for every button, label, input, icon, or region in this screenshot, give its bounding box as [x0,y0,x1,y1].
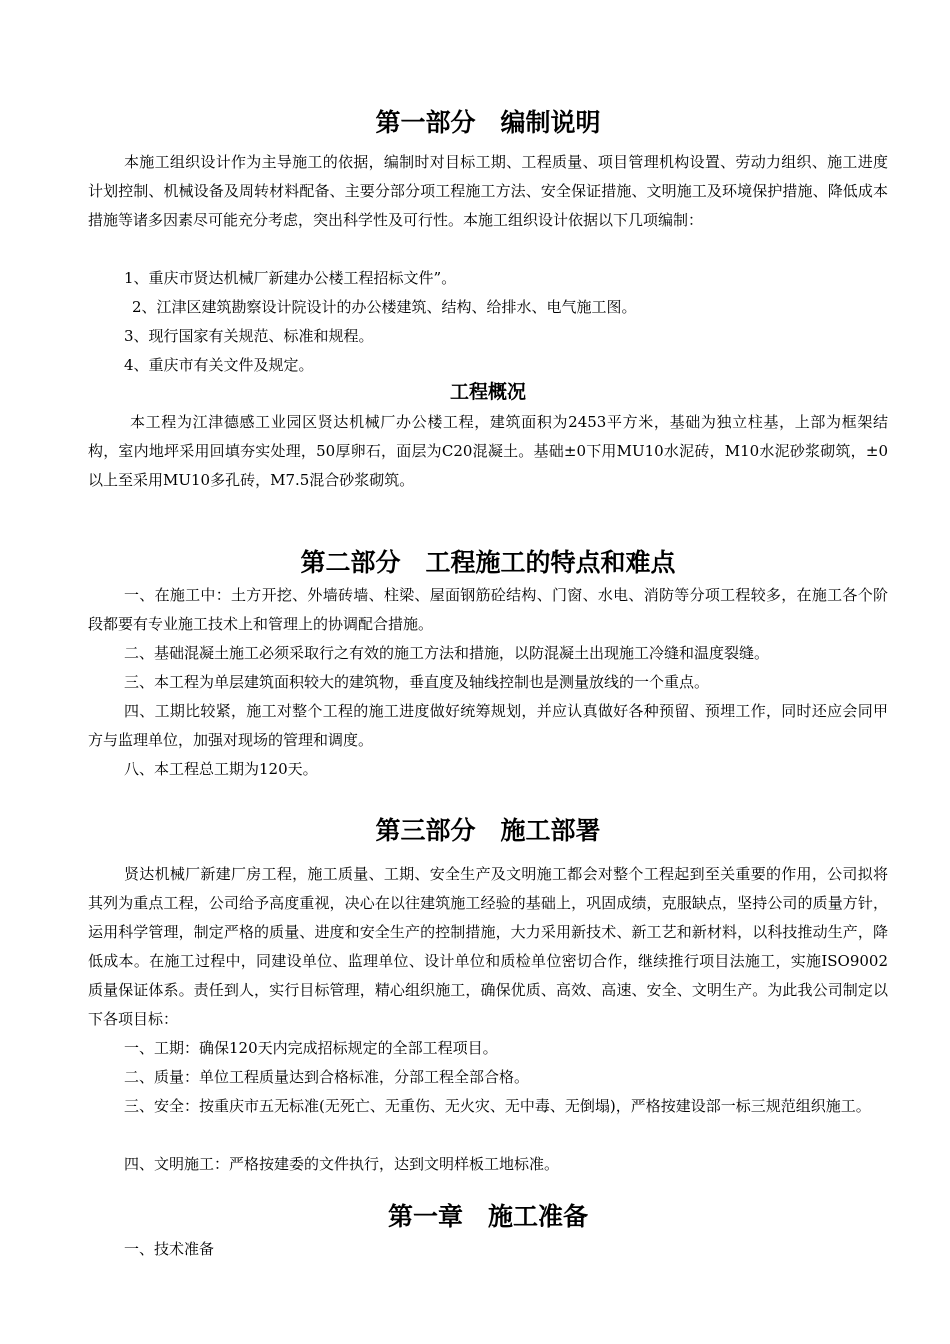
part3-title: 第三部分 施工部署 [375,816,601,845]
part3-item-2: 二、质量：单位工程质量达到合格标准，分部工程全部合格。 [124,1068,530,1086]
part2-item-1: 一、在施工中：土方开挖、外墙砖墙、柱梁、屋面钢筋砼结构、门窗、水电、消防等分项工程较多，在施工各个阶段都要有专业施工技术上和管理上的协调配合措施。 [88,586,888,633]
part3-item-1: 一、工期：确保120天内完成招标规定的全部工程项目。 [124,1039,498,1057]
part2-title: 第二部分 工程施工的特点和难点 [300,548,676,577]
part2-item-2: 二、基础混凝土施工必须采取行之有效的施工方法和措施，以防混凝土出现施工冷缝和温度裂缝。 [124,644,770,662]
chapter1-item-1: 一、技术准备 [124,1240,215,1258]
part1-item-3: 3、现行国家有关规范、标准和规程。 [124,327,374,345]
part1-item-1: 1、重庆市贤达机械厂新建办公楼工程招标文件”。 [124,269,457,287]
part3-item-4: 四、文明施工：严格按建委的文件执行，达到文明样板工地标准。 [124,1155,560,1173]
chapter1-title: 第一章 施工准备 [387,1202,588,1231]
part3-intro: 贤达机械厂新建厂房工程，施工质量、工期、安全生产及文明施工都会对整个工程起到至关重要的作用，公司拟将其列为重点工程，公司给予高度重视，决心在以往建筑施工经验的基础上，巩固成绩，克服缺点，坚持公司的质量方针，运用科学管理，制定严格的质量、进度和安全生产的控制措施，大力采用新技术、新工艺和新材料，以科技推动生产，降低成本。在施工过程中，同建设单位、监理单位、设计单位和质检单位密切合作，继续推行项目法施工，实施ISO9002质量保证体系。责任到人，实行目标管理，精心组织施工，确保优质、高效、高速、安全、文明生产。为此我公司制定以下各项目标： [88,865,888,1028]
part1-intro: 本施工组织设计作为主导施工的依据，编制时对目标工期、工程质量、项目管理机构设置、劳动力组织、施工进度计划控制、机械设备及周转材料配备、主要分部分项工程施工方法、安全保证措施、文明施工及环境保护措施、降低成本措施等诸多因素尽可能充分考虑，突出科学性及可行性。本施工组织设计依据以下几项编制： [88,153,888,229]
part1-item-4: 4、重庆市有关文件及规定。 [124,356,314,374]
part2-item-3: 三、本工程为单层建筑面积较大的建筑物，垂直度及轴线控制也是测量放线的一个重点。 [124,673,710,691]
overview-text: 本工程为江津德感工业园区贤达机械厂办公楼工程，建筑面积为2453平方米，基础为独立柱基，上部为框架结构，室内地坪采用回填夯实处理，50厚卵石，面层为C20混凝土。基础±0下用MU10水泥砖，M10水泥砂浆砌筑，±0以上至采用MU10多孔砖，M7.5混合砂浆砌筑。 [88,413,888,489]
part1-item-2: 2、江津区建筑勘察设计院设计的办公楼建筑、结构、给排水、电气施工图。 [132,298,637,316]
overview-title: 工程概况 [449,381,526,403]
part1-title: 第一部分 编制说明 [375,108,601,137]
part2-item-4: 四、工期比较紧，施工对整个工程的施工进度做好统筹规划，并应认真做好各种预留、预埋工作，同时还应会同甲方与监理单位，加强对现场的管理和调度。 [88,702,888,749]
part2-item-5: 八、本工程总工期为120天。 [124,760,318,778]
part3-item-3: 三、安全：按重庆市五无标准(无死亡、无重伤、无火灾、无中毒、无倒塌)，严格按建设部一标三规范组织施工。 [124,1097,871,1115]
